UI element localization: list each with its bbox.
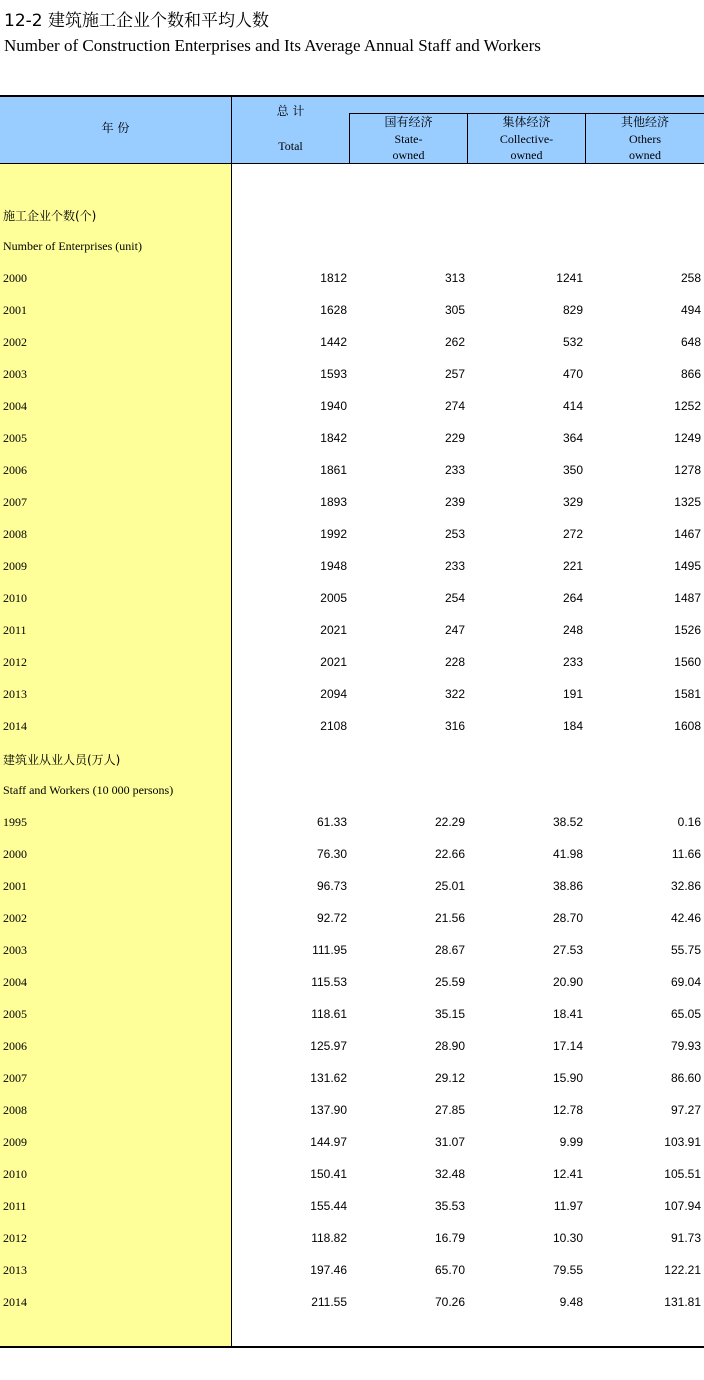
table-row — [0, 997, 704, 1029]
table-row — [0, 709, 704, 741]
collective-owned-cell: 191 — [562, 687, 583, 701]
total-cell: 92.72 — [316, 911, 347, 925]
collective-owned-cell: 364 — [562, 431, 583, 445]
table-row — [0, 261, 704, 293]
others-owned-cell: 0.16 — [677, 815, 701, 829]
header-state-en2: owned — [392, 148, 425, 162]
state-owned-cell: 247 — [444, 623, 465, 637]
state-owned-cell: 28.90 — [434, 1039, 465, 1053]
state-owned-cell: 65.70 — [434, 1263, 465, 1277]
year-cell: 2001 — [3, 879, 27, 893]
section-label-cn: 建筑业从业人员(万人) — [3, 753, 121, 767]
total-cell: 150.41 — [310, 1167, 347, 1181]
state-owned-cell: 21.56 — [434, 911, 465, 925]
total-cell: 61.33 — [316, 815, 347, 829]
state-owned-cell: 233 — [444, 559, 465, 573]
table-row — [0, 1285, 704, 1317]
header-state-en1: State- — [394, 132, 423, 146]
table-row — [0, 1253, 704, 1285]
year-cell: 2007 — [3, 495, 27, 509]
collective-owned-cell: 28.70 — [552, 911, 583, 925]
year-cell: 2010 — [3, 591, 27, 605]
year-cell: 2004 — [3, 399, 27, 413]
others-owned-cell: 1249 — [674, 431, 701, 445]
others-owned-cell: 65.05 — [670, 1007, 701, 1021]
table-row — [0, 1221, 704, 1253]
table-row — [0, 869, 704, 901]
total-cell: 1992 — [320, 527, 347, 541]
table-row — [0, 1157, 704, 1189]
state-owned-cell: 31.07 — [434, 1135, 465, 1149]
state-owned-cell: 254 — [444, 591, 465, 605]
table-row — [0, 293, 704, 325]
state-owned-cell: 29.12 — [434, 1071, 465, 1085]
year-cell: 2003 — [3, 943, 27, 957]
total-cell: 118.61 — [311, 1007, 347, 1021]
others-owned-cell: 866 — [680, 367, 701, 381]
state-owned-cell: 27.85 — [434, 1103, 465, 1117]
header-collective-en2: owned — [510, 148, 543, 162]
total-cell: 1842 — [320, 431, 347, 445]
year-cell: 2011 — [3, 623, 27, 637]
bottom-rule — [0, 1346, 704, 1348]
year-cell: 2008 — [3, 1103, 27, 1117]
header-total-en: Total — [278, 139, 303, 153]
others-owned-cell: 1608 — [674, 719, 701, 733]
state-owned-cell: 32.48 — [434, 1167, 465, 1181]
total-cell: 144.97 — [310, 1135, 347, 1149]
year-cell: 2007 — [3, 1071, 27, 1085]
others-owned-cell: 69.04 — [670, 975, 701, 989]
total-cell: 2005 — [320, 591, 347, 605]
state-owned-cell: 229 — [444, 431, 465, 445]
others-owned-cell: 122.21 — [664, 1263, 701, 1277]
table-row — [0, 357, 704, 389]
year-cell: 2000 — [3, 847, 27, 861]
collective-owned-cell: 532 — [562, 335, 583, 349]
year-cell: 2004 — [3, 975, 27, 989]
state-owned-cell: 316 — [444, 719, 465, 733]
collective-owned-cell: 79.55 — [552, 1263, 583, 1277]
total-cell: 1628 — [320, 303, 347, 317]
state-owned-cell: 35.53 — [434, 1199, 465, 1213]
table-row — [0, 933, 704, 965]
collective-owned-cell: 350 — [562, 463, 583, 477]
collective-owned-cell: 1241 — [556, 271, 583, 285]
collective-owned-cell: 9.99 — [559, 1135, 583, 1149]
total-cell: 155.44 — [310, 1199, 347, 1213]
state-owned-cell: 313 — [444, 271, 465, 285]
table-row — [0, 613, 704, 645]
others-owned-cell: 1252 — [674, 399, 701, 413]
state-owned-cell: 262 — [444, 335, 465, 349]
collective-owned-cell: 11.97 — [553, 1199, 583, 1213]
year-cell: 2014 — [3, 719, 27, 733]
state-owned-cell: 28.67 — [434, 943, 465, 957]
collective-owned-cell: 12.78 — [552, 1103, 583, 1117]
table-row — [0, 581, 704, 613]
others-owned-cell: 1560 — [674, 655, 701, 669]
year-cell: 2005 — [3, 431, 27, 445]
year-cell: 2013 — [3, 1263, 27, 1277]
table-row — [0, 645, 704, 677]
table-row — [0, 325, 704, 357]
header-state-cn: 国有经济 — [384, 115, 433, 129]
collective-owned-cell: 38.52 — [552, 815, 583, 829]
total-cell: 1861 — [320, 463, 347, 477]
header-others-en2: owned — [629, 148, 661, 162]
header-year: 年 份 — [101, 121, 130, 135]
total-cell: 1893 — [320, 495, 347, 509]
header-others-en1: Others — [629, 132, 661, 146]
collective-owned-cell: 17.14 — [552, 1039, 583, 1053]
table-row — [0, 421, 704, 453]
total-cell: 2094 — [320, 687, 347, 701]
year-cell: 2014 — [3, 1295, 27, 1309]
total-cell: 2108 — [320, 719, 347, 733]
total-cell: 111.95 — [312, 943, 347, 957]
collective-owned-cell: 233 — [562, 655, 583, 669]
table-row — [0, 965, 704, 997]
section-label-en: Staff and Workers (10 000 persons) — [3, 783, 174, 797]
year-cell: 2011 — [3, 1199, 27, 1213]
others-owned-cell: 86.60 — [670, 1071, 701, 1085]
others-owned-cell: 11.66 — [671, 847, 701, 861]
table-title-chinese: 12-2 建筑施工企业个数和平均人数 — [4, 11, 269, 31]
year-cell: 2009 — [3, 1135, 27, 1149]
others-owned-cell: 105.51 — [664, 1167, 701, 1181]
table-row — [0, 1125, 704, 1157]
collective-owned-cell: 41.98 — [552, 847, 583, 861]
header-collective-cn: 集体经济 — [502, 115, 551, 129]
collective-owned-cell: 184 — [562, 719, 583, 733]
table-row — [0, 1189, 704, 1221]
table-row — [0, 901, 704, 933]
others-owned-cell: 55.75 — [670, 943, 701, 957]
table-row — [0, 1061, 704, 1093]
collective-owned-cell: 15.90 — [552, 1071, 583, 1085]
year-cell: 1995 — [3, 815, 27, 829]
total-cell: 131.62 — [310, 1071, 347, 1085]
total-cell: 118.82 — [311, 1231, 347, 1245]
total-cell: 1442 — [320, 335, 347, 349]
state-owned-cell: 305 — [444, 303, 465, 317]
section-label-row — [0, 229, 704, 261]
year-cell: 2006 — [3, 463, 27, 477]
table-row — [0, 453, 704, 485]
table-row — [0, 1029, 704, 1061]
total-cell: 1948 — [320, 559, 347, 573]
collective-owned-cell: 272 — [562, 527, 583, 541]
state-owned-cell: 35.15 — [434, 1007, 465, 1021]
header-others-cn: 其他经济 — [620, 115, 669, 129]
collective-owned-cell: 18.41 — [552, 1007, 583, 1021]
collective-owned-cell: 248 — [562, 623, 583, 637]
state-owned-cell: 257 — [444, 367, 465, 381]
section-label-cn: 施工企业个数(个) — [3, 209, 97, 223]
year-cell: 2003 — [3, 367, 27, 381]
table-row — [0, 805, 704, 837]
total-cell: 96.73 — [316, 879, 347, 893]
total-cell: 1940 — [320, 399, 347, 413]
table-title-english: Number of Construction Enterprises and Its Average Annual Staff and Workers — [4, 36, 541, 55]
table-row — [0, 837, 704, 869]
state-owned-cell: 70.26 — [434, 1295, 465, 1309]
others-owned-cell: 648 — [680, 335, 701, 349]
others-owned-cell: 258 — [680, 271, 701, 285]
collective-owned-cell: 10.30 — [552, 1231, 583, 1245]
state-owned-cell: 253 — [444, 527, 465, 541]
section-label-en: Number of Enterprises (unit) — [3, 239, 142, 253]
section-label-row — [0, 741, 704, 773]
section-label-row — [0, 197, 704, 229]
others-owned-cell: 1581 — [674, 687, 701, 701]
year-cell: 2001 — [3, 303, 27, 317]
collective-owned-cell: 38.86 — [552, 879, 583, 893]
others-owned-cell: 1278 — [674, 463, 701, 477]
others-owned-cell: 1325 — [674, 495, 701, 509]
top-rule — [0, 95, 704, 97]
others-owned-cell: 32.86 — [670, 879, 701, 893]
others-owned-cell: 97.27 — [670, 1103, 701, 1117]
total-cell: 2021 — [320, 655, 347, 669]
state-owned-cell: 274 — [444, 399, 465, 413]
state-owned-cell: 322 — [444, 687, 465, 701]
header-total-cn: 总 计 — [276, 104, 305, 118]
table-row — [0, 485, 704, 517]
state-owned-cell: 228 — [444, 655, 465, 669]
year-cell: 2013 — [3, 687, 27, 701]
others-owned-cell: 494 — [680, 303, 701, 317]
table-row — [0, 677, 704, 709]
state-owned-cell: 22.66 — [434, 847, 465, 861]
others-owned-cell: 1487 — [674, 591, 701, 605]
year-cell: 2012 — [3, 1231, 27, 1245]
collective-owned-cell: 12.41 — [552, 1167, 583, 1181]
header-collective-en1: Collective- — [499, 132, 554, 146]
others-owned-cell: 103.91 — [664, 1135, 701, 1149]
total-cell: 211.55 — [311, 1295, 347, 1309]
others-owned-cell: 1495 — [674, 559, 701, 573]
others-owned-cell: 131.81 — [664, 1295, 701, 1309]
state-owned-cell: 25.59 — [434, 975, 465, 989]
collective-owned-cell: 27.53 — [552, 943, 583, 957]
others-owned-cell: 42.46 — [670, 911, 701, 925]
year-cell: 2010 — [3, 1167, 27, 1181]
total-cell: 115.53 — [311, 975, 347, 989]
collective-owned-cell: 829 — [562, 303, 583, 317]
others-owned-cell: 1526 — [674, 623, 701, 637]
state-owned-cell: 233 — [444, 463, 465, 477]
total-cell: 1593 — [320, 367, 347, 381]
collective-owned-cell: 414 — [562, 399, 583, 413]
state-owned-cell: 25.01 — [434, 879, 465, 893]
year-cell: 2002 — [3, 911, 27, 925]
total-cell: 76.30 — [316, 847, 347, 861]
state-owned-cell: 16.79 — [434, 1231, 465, 1245]
year-cell: 2008 — [3, 527, 27, 541]
others-owned-cell: 91.73 — [670, 1231, 701, 1245]
table-row — [0, 517, 704, 549]
state-owned-cell: 22.29 — [434, 815, 465, 829]
others-owned-cell: 107.94 — [664, 1199, 701, 1213]
year-cell: 2006 — [3, 1039, 27, 1053]
total-cell: 1812 — [320, 271, 347, 285]
year-cell: 2000 — [3, 271, 27, 285]
others-owned-cell: 79.93 — [670, 1039, 701, 1053]
table-row — [0, 1093, 704, 1125]
collective-owned-cell: 221 — [562, 559, 583, 573]
year-cell: 2012 — [3, 655, 27, 669]
table-row — [0, 389, 704, 421]
data-table — [0, 95, 704, 1348]
year-cell: 2002 — [3, 335, 27, 349]
year-cell: 2009 — [3, 559, 27, 573]
table-row — [0, 549, 704, 581]
collective-owned-cell: 329 — [562, 495, 583, 509]
total-cell: 125.97 — [310, 1039, 347, 1053]
section-label-row — [0, 773, 704, 805]
total-cell: 2021 — [320, 623, 347, 637]
total-cell: 197.46 — [310, 1263, 347, 1277]
year-cell: 2005 — [3, 1007, 27, 1021]
total-cell: 137.90 — [310, 1103, 347, 1117]
collective-owned-cell: 9.48 — [559, 1295, 583, 1309]
others-owned-cell: 1467 — [674, 527, 701, 541]
collective-owned-cell: 470 — [562, 367, 583, 381]
collective-owned-cell: 20.90 — [552, 975, 583, 989]
collective-owned-cell: 264 — [562, 591, 583, 605]
state-owned-cell: 239 — [444, 495, 465, 509]
